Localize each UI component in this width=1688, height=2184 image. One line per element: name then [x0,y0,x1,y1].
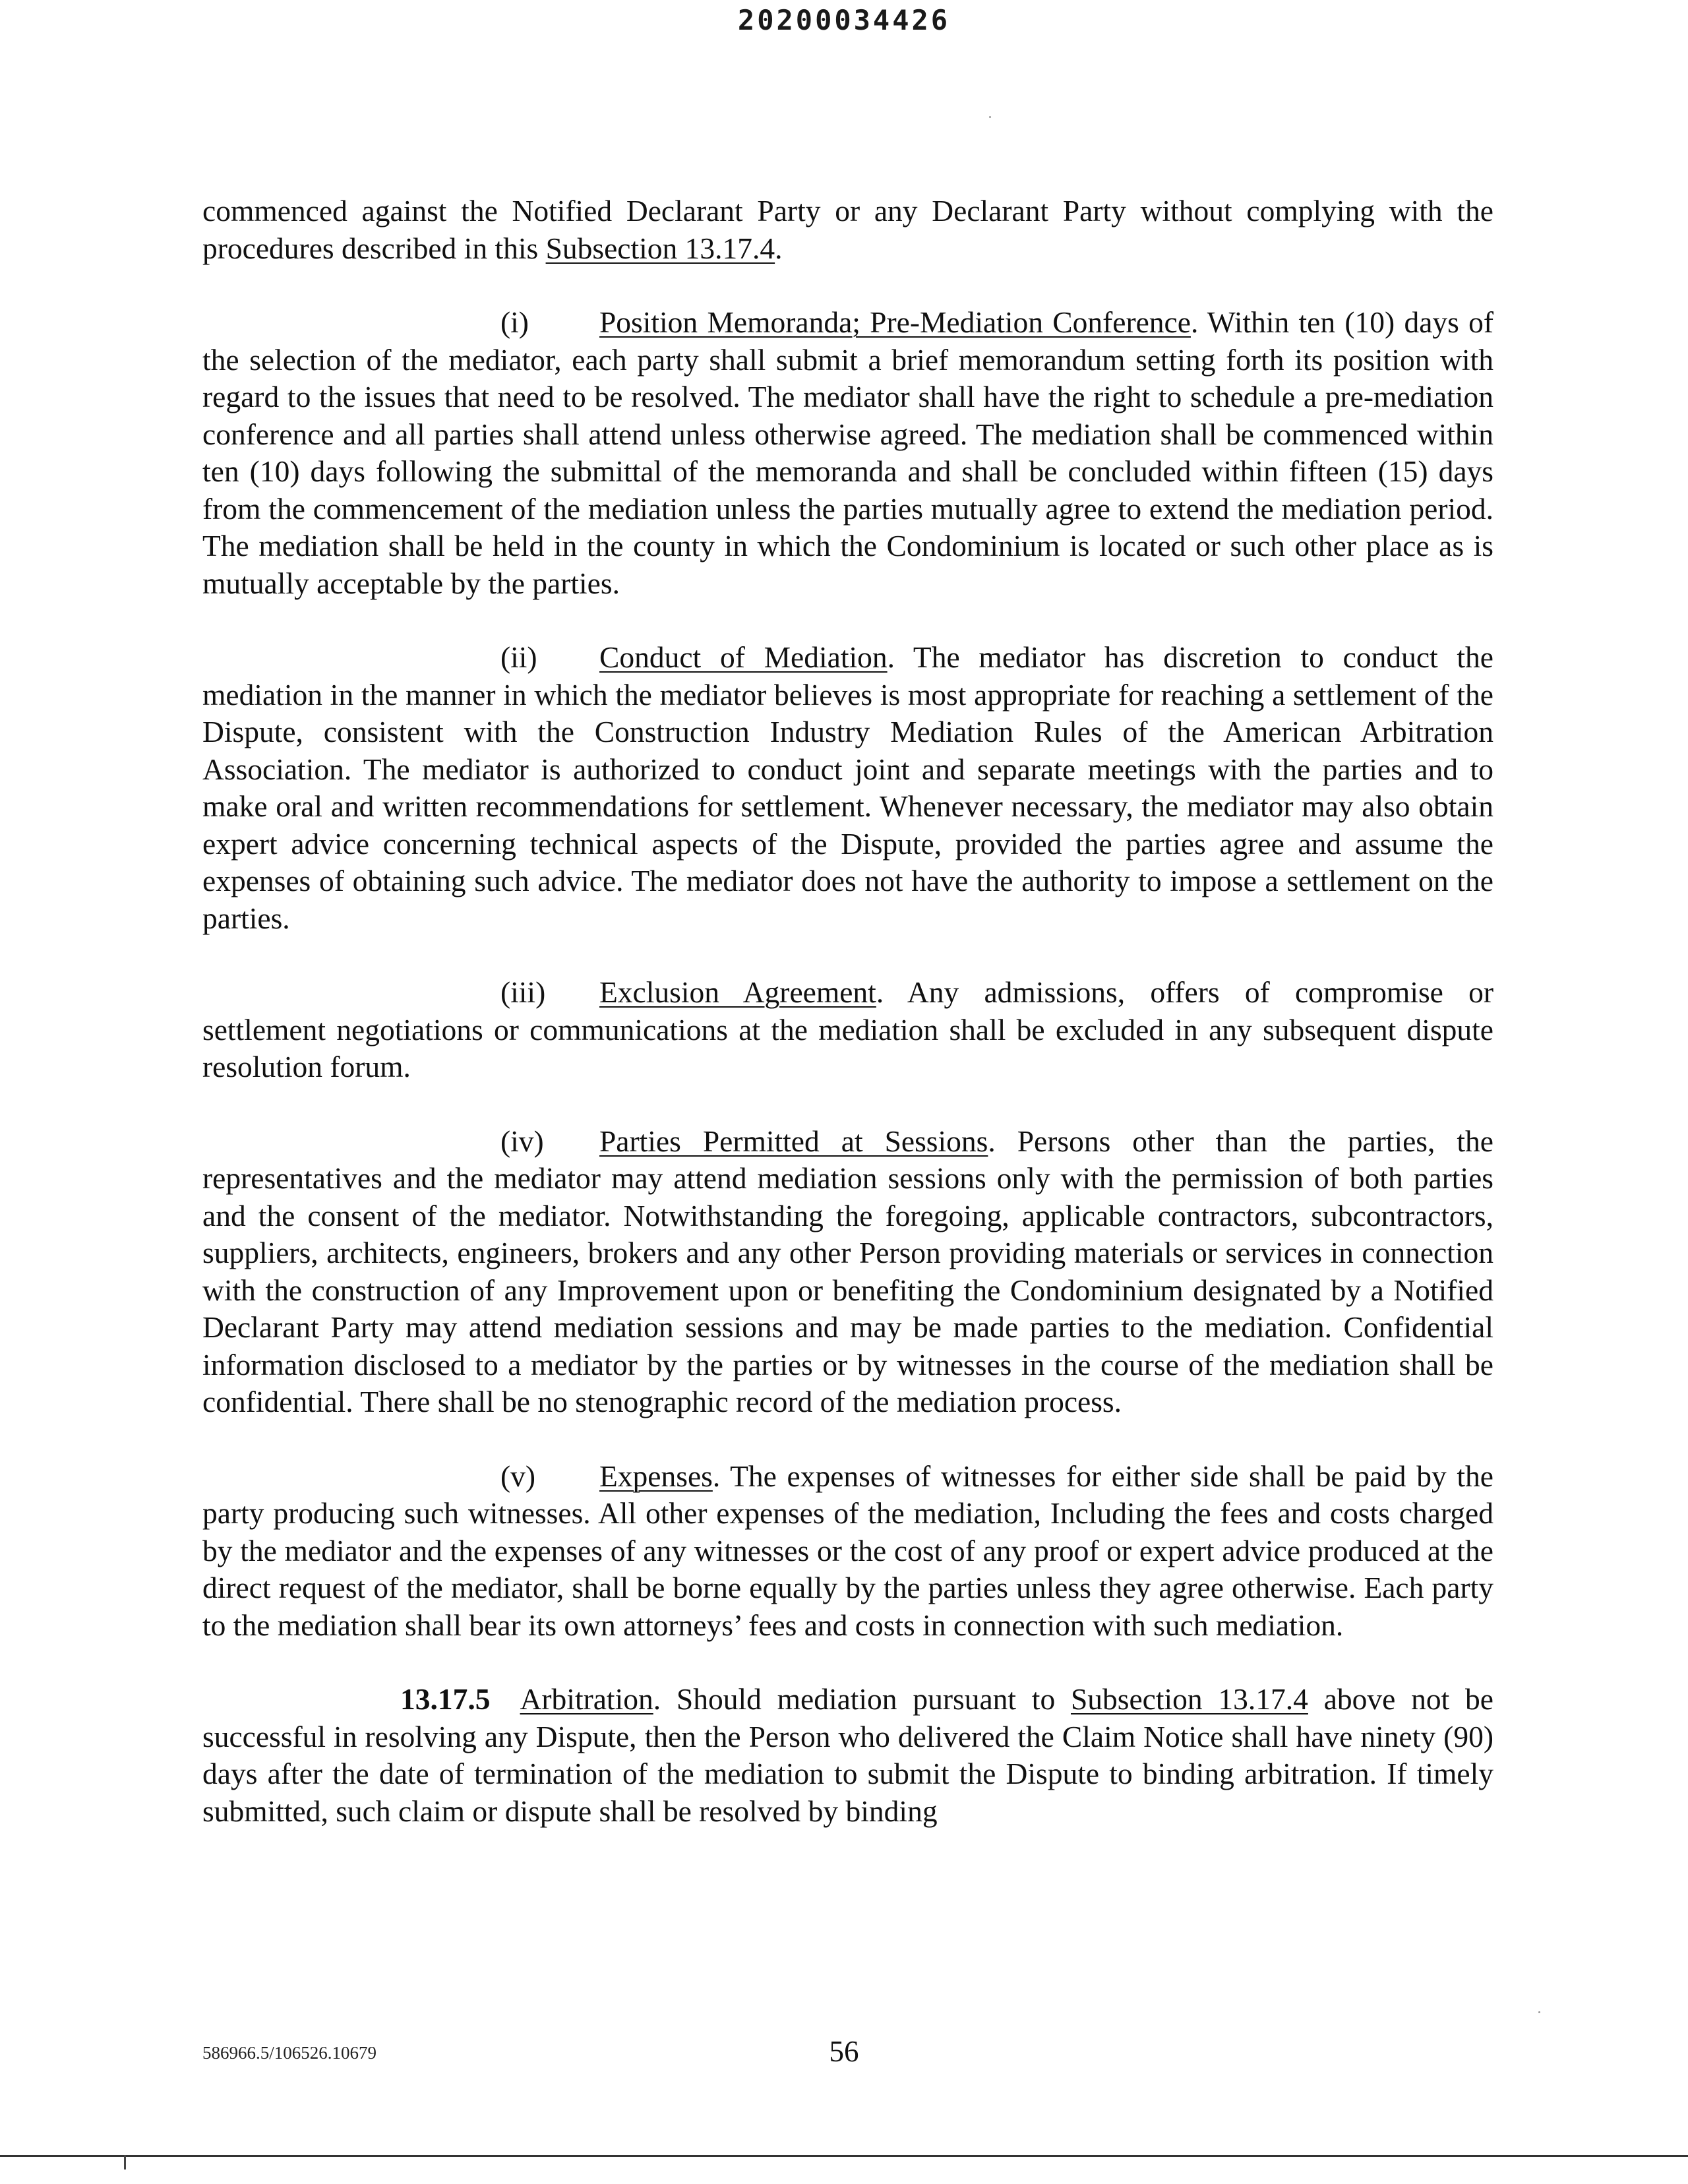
scan-speck [989,116,991,118]
page-number: 56 [829,2035,859,2068]
item-text: . The mediator has discretion to conduct the mediation in the manner in which the mediator believes is most appropriate for reaching a settlement of the Dispute, consistent with the Construction Industry Mediation Rules of the American Arbitration Association. The mediator is authorized to conduct joint and separate meetings with the parties and to make oral and written recommendations for settlement. Whenever necessary, the mediator may also obtain expert advice concerning technical aspects of the Dispute, provided the parties agree and assume the expenses of obtaining such advice. The mediator does not have the authority to impose a settlement on the parties. [202,640,1494,935]
item-number: (v) [500,1459,536,1493]
scan-edge-tick [124,2155,126,2169]
paragraph-position-memoranda [202,304,1493,602]
item-heading: Parties Permitted at Sessions [599,1124,988,1158]
scan-edge-line [0,2155,1688,2157]
item-number: (iii) [500,975,546,1009]
subsection-reference: Subsection 13.17.4 [1070,1682,1308,1716]
item-heading: Expenses [599,1459,713,1493]
section-number: 13.17.5 [400,1682,491,1716]
item-text: . Persons other than the parties, the representatives and the mediator may attend mediation sessions only with the permission of both parties and the consent of the mediator. Notwithstanding the foregoing, applicable contractors, subcontractors, suppliers, architects, engineers, brokers and any other Person providing materials or services in connection with the construction of any Improvement upon or benefiting the Condominium designated by a Notified Declarant Party may attend mediation sessions and may be made parties to the mediation. Confidential information disclosed to a mediator by the parties or by witnesses in the course of the mediation shall be confidential. There shall be no stenographic record of the mediation process. [202,1124,1493,1418]
subsection-reference: Subsection 13.17.4 [545,231,775,265]
section-13-17-5-arbitration: 13.17.5 Arbitration. Should mediation pursuant to Subsection 13.17.4 above not be successful in resolving any Dispute, then the Person who delivered the Claim Notice shall have ninety (90) days after the date of termination of the mediation to submit the Dispute to binding arbitration. If timely submitted, such claim or dispute shall be resolved by binding [202,1682,1493,1828]
item-text: . The expenses of witnesses for either side shall be paid by the party producing such witnesses. All other expenses of the mediation, Including the fees and costs charged by the mediator and the expenses of any witnesses or the cost of any proof or expert advice produced at the direct request of the mediator, shall be borne equally by the parties unless they agree otherwise. Each party to the mediation shall bear its own attorneys’ fees and costs in connection with such mediation. [202,1459,1493,1642]
paragraph-exclusion-agreement [202,974,1493,1086]
item-number: (iv) [500,1124,544,1158]
item-heading: Conduct of Mediation [599,640,888,674]
scan-speck [1538,2011,1540,2013]
item-heading: Position Memoranda; Pre-Mediation Conference [599,305,1191,339]
item-heading: Exclusion Agreement [599,975,876,1009]
item-number: (ii) [500,640,537,674]
paragraph-expenses [202,1458,1493,1645]
paragraph-parties-permitted [202,1123,1493,1421]
paragraph-conduct-of-mediation [202,639,1493,937]
item-text: . Within ten (10) days of the selection of the mediator, each party shall submit a brief memorandum setting forth its position with regard to the issues that need to be resolved. The mediator shall have the right to schedule a pre-mediation conference and all parties shall attend unless otherwise agreed. The mediation shall be commenced within ten (10) days following the submittal of the memoranda and shall be concluded within fifteen (15) days from the commencement of the mediation unless the parties mutually agree to extend the mediation period. The mediation shall be held in the county in which the Condominium is located or such other place as is mutually acceptable by the parties. [202,305,1494,600]
paragraph-continuation: commenced against the Notified Declarant Party or any Declarant Party without complying with the procedures described in this Subsection 13.17.4. [202,194,1493,265]
item-number: (i) [500,305,529,339]
section-heading: Arbitration [520,1682,653,1716]
document-body [202,193,1493,1830]
item-text: . Any admissions, offers of compromise or settlement negotiations or communications at the mediation shall be excluded in any subsequent dispute resolution forum. [202,975,1493,1083]
document-reference: 586966.5/106526.10679 [202,2043,377,2063]
recording-number: 20200034426 [737,4,951,36]
